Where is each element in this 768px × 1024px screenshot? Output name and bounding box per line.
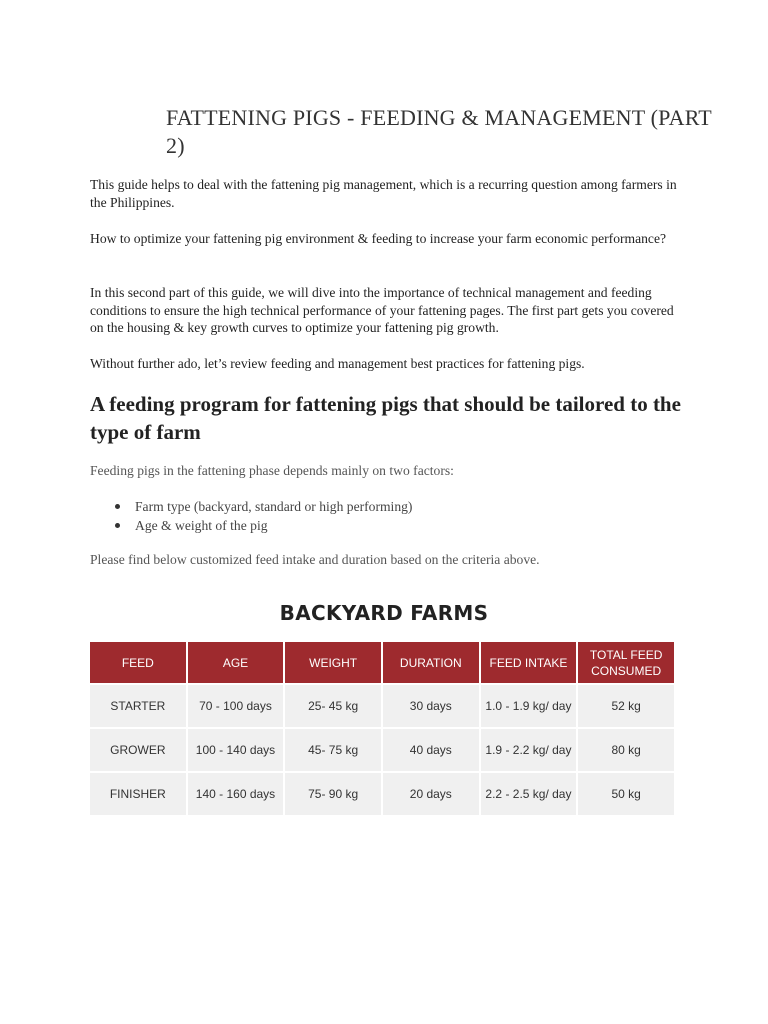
list-item-text: Age & weight of the pig [135,518,268,533]
table-cell: 1.9 - 2.2 kg/ day [481,729,577,771]
header-weight: WEIGHT [285,642,381,683]
section-intro: Feeding pigs in the fattening phase depends mainly on two factors: [90,463,454,478]
table-cell: 25- 45 kg [285,685,381,727]
header-total-feed-consumed: TOTAL FEED CONSUMED [578,642,674,683]
table-cell: 100 - 140 days [188,729,284,771]
table-cell: 80 kg [578,729,674,771]
section-outro: Please find below customized feed intake and duration based on the criteria above. [90,552,540,567]
table-row [90,729,674,771]
table-cell: 140 - 160 days [188,773,284,815]
table-cell: 70 - 100 days [188,685,284,727]
paragraph-overview: In this second part of this guide, we will dive into the importance of technical management and feeding conditions to ensure the high technical performance of your fattening pages. The first part gets you covered on the housing & key growth curves to optimize your fattening pig growth. [90,285,674,335]
table-cell: 2.2 - 2.5 kg/ day [481,773,577,815]
header-duration: DURATION [383,642,479,683]
paragraph-intro: This guide helps to deal with the fattening pig management, which is a recurring question among farmers in the Philippines. [90,177,677,210]
table-header-row [90,642,674,683]
list-item [90,497,412,516]
table-cell: 52 kg [578,685,674,727]
paragraph-transition: Without further ado, let’s review feeding and management best practices for fattening pigs. [90,356,585,371]
bullet-icon [115,504,120,509]
page-title: FATTENING PIGS - FEEDING & MANAGEMENT (PART 2) [166,105,712,158]
header-age: AGE [188,642,284,683]
table-cell: 20 days [383,773,479,815]
factor-list [90,497,412,535]
table-cell: 40 days [383,729,479,771]
list-item [90,516,412,535]
table-cell: 50 kg [578,773,674,815]
feeding-table [88,640,676,817]
table-title: BACKYARD FARMS [279,601,489,625]
table-cell: 30 days [383,685,479,727]
table-cell: 1.0 - 1.9 kg/ day [481,685,577,727]
bullet-icon [115,523,120,528]
list-item-text: Farm type (backyard, standard or high performing) [135,499,413,514]
table-cell: 75- 90 kg [285,773,381,815]
table-row [90,773,674,815]
table-cell: 45- 75 kg [285,729,381,771]
table-cell: FINISHER [90,773,186,815]
table-cell: GROWER [90,729,186,771]
paragraph-question: How to optimize your fattening pig environment & feeding to increase your farm economic performance? [90,231,667,246]
header-feed-intake: FEED INTAKE [481,642,577,683]
section-heading: A feeding program for fattening pigs that should be tailored to the type of farm [90,392,681,444]
header-feed: FEED [90,642,186,683]
table-cell: STARTER [90,685,186,727]
table-row [90,685,674,727]
